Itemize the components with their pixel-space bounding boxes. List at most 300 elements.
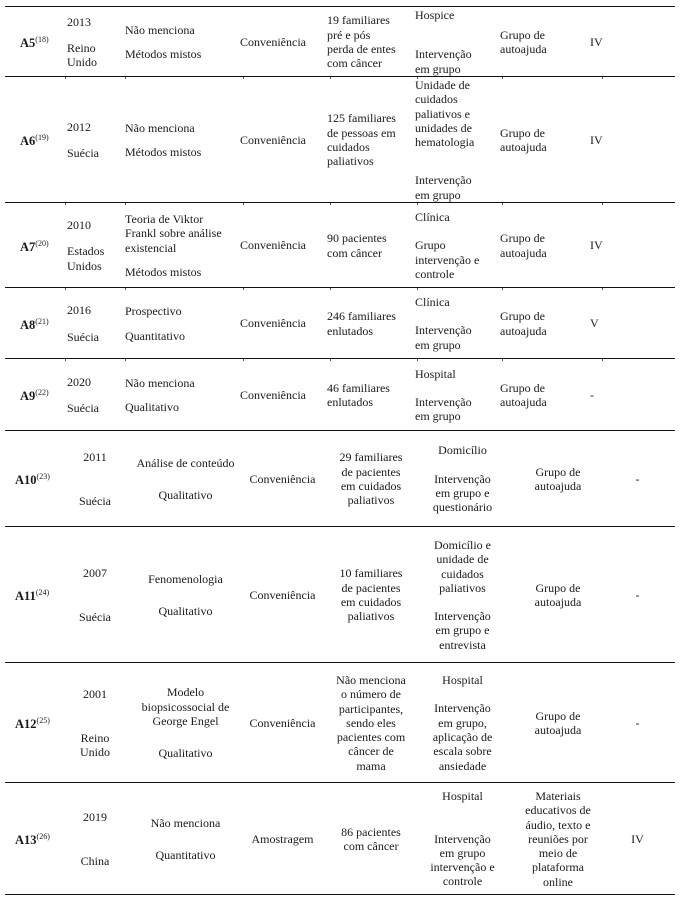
method-line: Qualitativo [158,604,213,618]
study-year: 2012 [67,119,91,134]
reference-number: (23) [36,472,50,482]
method-cell [125,78,235,202]
study-year: 2011 [83,449,107,464]
intervention-line: reuniões por [528,831,588,846]
intervention-format [433,701,493,772]
intervention-line: Grupo de [500,380,545,395]
setting-cell [415,528,510,662]
study-country [67,41,97,70]
participants-line: mama [356,758,386,773]
participants-line: 125 familiares [327,111,396,126]
setting-line: unidade de [436,552,489,567]
participants-line: 10 familiares [339,566,403,581]
intervention-format [415,323,472,352]
participants-cell [327,528,415,662]
sampling-cell [240,78,325,202]
intervention-line: meio de [538,846,578,861]
setting-cell [415,8,500,76]
setting-line: controle [442,874,483,889]
participants-cell [327,204,407,287]
setting-line: Clínica [415,209,450,224]
study-country [79,610,111,624]
method-line: Métodos mistos [125,264,202,279]
participants-cell [327,664,415,782]
evidence-level-cell [605,432,670,526]
method-type [125,400,179,414]
study-id [15,470,50,487]
setting-line: Intervenção [415,394,472,409]
participants-line: 19 familiares [327,13,390,28]
setting-line: em grupo [415,187,461,202]
study-setting [415,367,456,381]
reference-number: (22) [35,388,49,398]
method-line: Frankl sobre análise [125,226,222,241]
year-country-cell [60,784,130,894]
method-cell [123,528,248,662]
method-line: Quantitativo [125,328,185,343]
intervention-line: online [543,874,573,889]
study-id-cell [20,8,65,76]
participants-line: o número de [341,687,401,702]
sampling-cell [240,432,325,526]
setting-line: em grupo e [435,486,490,500]
setting-line: Intervenção [415,323,472,338]
year-country-cell [67,360,117,430]
intervention-format [433,472,492,515]
table-row [5,528,675,662]
study-id [20,237,49,254]
method-line: Métodos mistos [125,47,202,61]
country-line: China [80,854,110,868]
intervention-format [415,173,472,202]
table-bottom-rule [5,894,675,895]
sampling-type: Conveniência [240,34,306,49]
study-id-text: A9 [20,389,36,404]
study-setting [434,538,491,595]
method-type [125,145,201,159]
participants-line: de pacientes [341,464,401,479]
evidence-level: IV [590,132,603,147]
setting-cell [415,360,500,430]
sampling-type: Conveniência [240,238,306,253]
intervention-line: Grupo de [535,464,581,479]
setting-cell [415,289,500,358]
evidence-level-cell [590,204,670,287]
reference-number: (19) [35,133,49,143]
participants-line: enlutados [327,395,373,409]
setting-line: hematologia [415,135,475,150]
method-line: Modelo [166,685,205,700]
setting-line: Grupo [415,238,446,253]
study-setting [415,8,454,22]
country-line: Unidos [67,258,102,273]
intervention-line: educativos de [525,803,591,818]
table-row [5,78,675,202]
method-line: Análise de conteúdo [136,455,235,470]
intervention-format [430,832,494,889]
study-id-cell [20,360,65,430]
study-id [20,131,49,148]
evidence-level: IV [590,238,603,253]
setting-line: em grupo [439,845,486,860]
row-divider [5,782,675,783]
participants-line: Não menciona [336,672,406,687]
intervention-format [434,609,491,652]
country-line: Unido [67,55,97,70]
intervention-cell [500,78,590,202]
study-setting [415,295,450,309]
participants-line: 90 pacientes [327,231,387,246]
participants-cell [327,78,407,202]
method-cell [125,289,235,358]
sampling-cell [240,289,325,358]
setting-line: Intervenção [434,831,491,846]
setting-line: Intervenção [434,471,491,486]
method-approach [125,212,222,255]
table-row [5,289,675,358]
method-cell [123,784,248,894]
study-id-text: A8 [20,317,36,332]
table-row [5,784,675,894]
participants-line: enlutados [327,323,373,338]
study-id [15,586,49,603]
study-setting [442,789,483,803]
study-setting [442,673,483,687]
method-line: Não menciona [125,22,195,37]
reference-number: (21) [35,316,49,326]
setting-line: cuidados [441,566,484,581]
study-country [79,494,111,508]
method-line: Quantitativo [155,848,216,862]
setting-line: controle [415,266,455,281]
reference-number: (20) [35,238,49,248]
study-id-text: A13 [15,833,37,848]
participants-line: participantes, [338,701,404,716]
study-id-text: A7 [20,239,36,254]
study-year: 2020 [67,374,91,389]
evidence-level: - [635,587,640,602]
method-approach [151,816,221,830]
method-line: Métodos mistos [125,145,202,159]
study-year: 2007 [83,565,107,580]
setting-cell [415,664,510,782]
year-country-cell [60,432,130,526]
study-country [67,401,99,415]
intervention-cell [508,528,608,662]
evidence-level-cell [605,784,670,894]
intervention-line: áudio, texto e [525,817,591,832]
study-country [67,244,104,273]
intervention-line: Grupo de [500,27,545,42]
country-line: Suécia [67,401,99,415]
study-id-text: A10 [15,473,37,488]
setting-line: aplicação de [432,730,493,744]
setting-line: Clínica [415,295,450,310]
method-line: Teoria de Viktor [125,211,204,226]
intervention-line: autoajuda [534,479,582,493]
study-id-cell [20,204,65,287]
row-divider [5,430,675,431]
evidence-level: - [635,471,640,486]
participants-line: pré e pós [327,27,371,42]
participants-cell [327,360,407,430]
study-country [67,330,99,344]
study-setting [438,443,487,457]
setting-line: ansiedade [438,758,487,773]
intervention-line: autoajuda [500,245,547,260]
method-line: Não menciona [125,375,195,390]
study-country [81,854,110,868]
intervention-line: autoajuda [534,723,582,737]
country-line: Suécia [67,329,99,344]
intervention-cell [500,204,590,287]
country-line: Reino [67,40,96,55]
participants-cell [327,784,415,894]
year-country-cell [67,8,117,76]
study-country [80,731,110,760]
participants-line: 46 familiares [327,380,390,395]
method-approach [148,572,223,586]
evidence-level-cell [605,664,670,782]
study-id-text: A6 [20,134,36,149]
study-year: 2019 [83,809,107,824]
table-row [5,360,675,430]
participants-line: câncer de [348,744,394,759]
row-divider [5,358,675,359]
sampling-type: Conveniência [240,387,306,402]
participants-line: com câncer [327,245,382,260]
intervention-line: autoajuda [500,42,547,56]
intervention-line: Materiais [535,788,581,803]
participants-line: paliativos [347,493,395,508]
evidence-level: - [635,715,640,730]
sampling-cell [240,360,325,430]
study-setting [415,210,450,224]
method-type [125,47,201,61]
intervention-line: Grupo de [500,309,545,324]
method-cell [123,432,248,526]
year-country-cell [67,289,117,358]
study-id-text: A11 [15,589,36,604]
study-id [20,33,49,50]
country-line: Suécia [79,610,111,624]
intervention-format [415,395,472,424]
intervention-line: Grupo de [535,580,581,595]
setting-line: cuidados [415,92,458,107]
intervention-cell [500,289,590,358]
country-line: Suécia [79,494,111,508]
sampling-type: Conveniência [240,316,306,331]
intervention-line: Grupo de [535,708,581,723]
evidence-level: IV [590,34,603,49]
study-year: 2016 [67,303,91,318]
intervention-line: Grupo de [500,231,545,246]
table-row [5,664,675,782]
sampling-type: Conveniência [249,715,316,730]
method-cell [125,8,235,76]
evidence-level: - [590,387,594,402]
setting-line: Unidade de [415,78,470,92]
sampling-cell [240,204,325,287]
table-row [5,432,675,526]
method-type [159,488,213,502]
table-top-rule [5,6,675,7]
setting-cell [415,784,510,894]
setting-line: Hospital [442,673,483,688]
row-divider [5,76,675,77]
setting-line: questionário [432,500,493,515]
country-line: Unido [80,745,110,760]
study-year: 2001 [83,686,107,701]
sampling-cell [240,784,325,894]
method-line: George Engel [152,714,219,728]
participants-cell [327,289,407,358]
intervention-line: plataforma [532,860,584,875]
intervention-line: autoajuda [500,395,547,409]
setting-line: entrevista [439,637,486,652]
evidence-level-cell [590,360,670,430]
reference-number: (18) [35,35,49,45]
sampling-cell [240,8,325,76]
method-approach [125,304,182,318]
study-id [20,315,49,332]
participants-line: paliativos [347,609,395,624]
method-approach [125,23,195,37]
setting-line: em grupo [415,409,461,424]
year-country-cell [67,204,117,287]
participants-cell [327,8,407,76]
study-id [15,830,50,847]
sampling-type: Conveniência [249,471,316,486]
method-line: Qualitativo [125,400,179,414]
evidence-level-cell [590,289,670,358]
evidence-level-cell [590,78,670,202]
sampling-cell [240,664,325,782]
participants-line: pacientes com [336,730,406,745]
intervention-format [415,47,472,76]
table-row [5,204,675,287]
setting-line: em grupo e [435,623,490,638]
study-id-text: A12 [15,717,37,732]
participants-line: perda de entes [327,42,396,56]
participants-cell [327,432,415,526]
participants-line: 29 familiares [339,450,403,465]
method-approach [142,685,230,728]
participants-line: cuidados [327,140,370,154]
participants-line: 86 pacientes [341,824,401,839]
sampling-type: Conveniência [240,132,306,147]
setting-line: Intervenção [434,609,491,624]
intervention-line: autoajuda [534,595,582,609]
setting-line: unidades de [415,120,472,135]
intervention-line: autoajuda [500,140,547,154]
reference-number: (26) [36,832,50,842]
method-approach [125,376,195,390]
evidence-level-cell [590,8,670,76]
row-divider [5,526,675,527]
setting-line: Domicílio [438,443,487,458]
setting-line: intervenção e [415,252,480,267]
evidence-level: IV [631,831,644,846]
setting-line: Domicílio e [434,537,491,552]
setting-line: Hospital [415,366,456,381]
method-type [159,746,213,760]
study-country [67,146,99,160]
study-id-cell [20,78,65,202]
intervention-line: Grupo de [500,125,545,140]
participants-line: paliativos [327,154,374,169]
country-line: Suécia [67,146,99,160]
method-line: biopsicossocial de [141,699,230,714]
setting-line: escala sobre [433,744,492,759]
intervention-format [415,238,479,281]
method-cell [125,360,235,430]
setting-cell [415,204,500,287]
participants-line: em cuidados [340,479,402,493]
setting-line: paliativos e [415,106,470,121]
method-type [125,329,185,343]
setting-line: intervenção e [430,860,495,875]
method-type [156,848,216,862]
country-line: Reino [80,730,110,745]
setting-line: Intervenção [415,47,472,62]
participants-line: de pacientes [341,580,401,595]
method-cell [125,204,235,287]
setting-line: Hospital [442,789,483,804]
sampling-type: Amostragem [251,831,314,846]
evidence-level: V [590,316,599,331]
participants-line: sendo eles [346,715,396,730]
study-setting [415,78,474,149]
participants-line: com câncer [327,56,382,71]
setting-cell [415,78,500,202]
method-line: existencial [125,240,177,255]
table-row [5,8,675,76]
intervention-cell [500,8,590,76]
method-approach [137,456,235,470]
participants-line: com câncer [343,839,399,853]
method-approach [125,121,195,135]
row-divider [5,202,675,203]
sampling-cell [240,528,325,662]
participants-line: 246 familiares [327,309,396,324]
method-type [125,265,201,279]
setting-line: em grupo, [438,715,487,730]
setting-cell [415,432,510,526]
setting-line: paliativos [439,580,486,595]
study-id [20,386,49,403]
participants-line: de pessoas em [327,125,396,140]
setting-line: em grupo [415,337,461,352]
intervention-cell [508,784,608,894]
method-cell [123,664,248,782]
setting-line: Intervenção [434,701,491,716]
setting-line: Intervenção [415,173,472,188]
method-line: Qualitativo [158,746,213,761]
reference-number: (24) [35,588,50,598]
year-country-cell [60,664,130,782]
study-id-text: A5 [20,36,36,51]
intervention-cell [508,432,608,526]
intervention-cell [508,664,608,782]
year-country-cell [60,528,130,662]
method-line: Qualitativo [158,488,213,502]
method-line: Fenomenologia [148,571,223,586]
method-type [159,604,213,618]
study-year: 2013 [67,14,91,29]
sampling-type: Conveniência [249,587,316,602]
row-divider [5,287,675,288]
